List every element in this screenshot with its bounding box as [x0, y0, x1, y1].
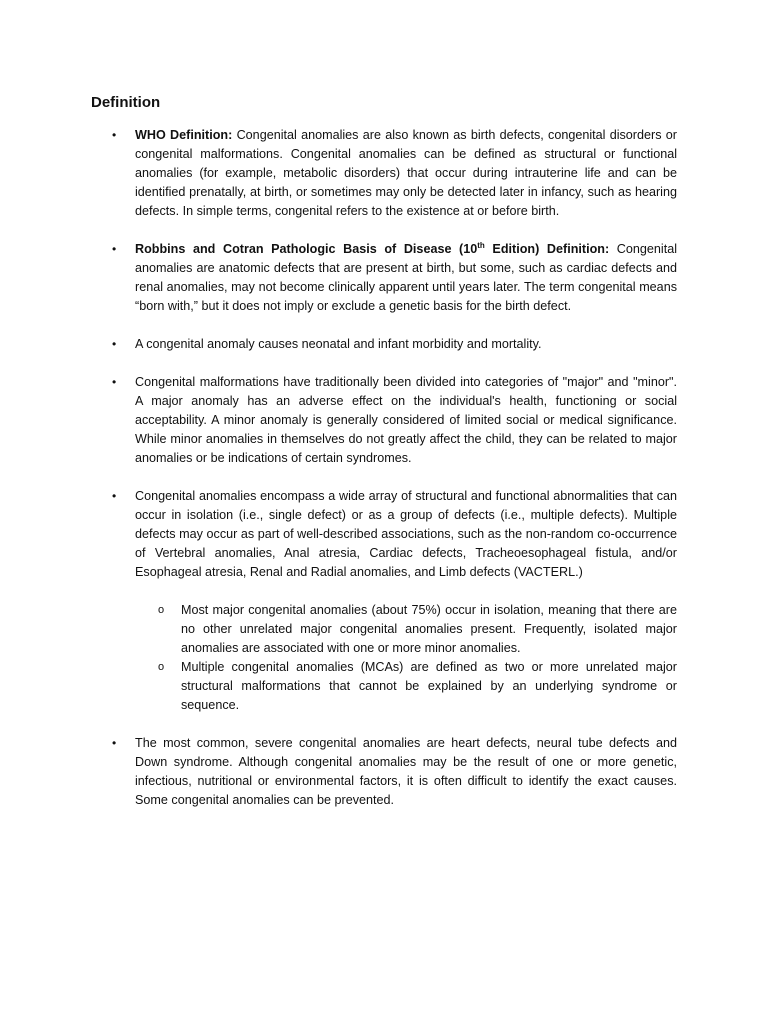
list-item-major-minor: [0, 373, 677, 468]
item-lead: [135, 242, 609, 256]
sub-list: [135, 601, 677, 715]
sub-item-text: Most major congenital anomalies (about 75%) occur in isolation, meaning that there are no other unrelated major congenital anomalies present. Frequently, isolated major anomalies are associated with one or more minor anomalies.: [181, 603, 677, 655]
item-lead: WHO Definition:: [135, 128, 233, 142]
item-lead-pre: Robbins and Cotran Pathologic Basis of Disease (10: [135, 242, 478, 256]
list-item-morbidity: [0, 335, 677, 354]
bullet-icon: •: [112, 337, 117, 351]
list-item-structural-functional: [0, 487, 677, 715]
item-lead-superscript: th: [477, 240, 485, 250]
sub-list-item-isolated: [135, 601, 677, 658]
bullet-icon: •: [112, 489, 117, 503]
list-item-who-definition: [0, 126, 677, 221]
bullet-icon: •: [112, 242, 117, 256]
item-text: Congenital anomalies encompass a wide array of structural and functional abnormalities that can occur in isolation (i.e., single defect) or as a group of defects (i.e., multiple defects). Multiple defects may occur as part of well-described associations, such as the non-random co-occurrence of Vertebral anomalies, Anal atresia, Cardiac defects, Tracheoesophageal fistula, and/or Esophageal atresia, Renal and Radial anomalies, and Limb defects (VACTERL.): [135, 489, 677, 579]
page-heading: Definition: [91, 94, 161, 111]
item-text: Congenital malformations have traditionally been divided into categories of "major" and "minor". A major anomaly has an adverse effect on the individual's health, functioning or social acceptability. A minor anomaly is generally considered of limited social or medical significance. While minor anomalies in themselves do not greatly affect the child, they can be related to major anomalies or be indications of certain syndromes.: [135, 375, 677, 465]
item-text: Congenital anomalies are anatomic defects that are present at birth, but some, such as cardiac defects and renal anomalies, may not become clinically apparent until years later. The term congenital means “born with,” but it does not imply or exclude a genetic basis for the birth defect.: [135, 242, 677, 313]
item-lead-post: Edition) Definition:: [484, 242, 610, 256]
item-text: A congenital anomaly causes neonatal and infant morbidity and mortality.: [135, 337, 542, 351]
sub-bullet-icon: o: [158, 604, 165, 616]
bullet-icon: •: [112, 736, 117, 750]
sub-list-item-multiple: [135, 658, 677, 715]
bullet-icon: •: [112, 375, 117, 389]
list-item-robbins-definition: [0, 240, 677, 316]
bullet-icon: •: [112, 128, 117, 142]
item-text: The most common, severe congenital anomalies are heart defects, neural tube defects and Down syndrome. Although congenital anomalies may be the result of one or more genetic, infectious, nutritional or environmental factors, it is often difficult to identify the exact causes. Some congenital anomalies can be prevented.: [135, 736, 677, 807]
list-item-most-common: [0, 734, 677, 810]
item-text: Congenital anomalies are also known as birth defects, congenital disorders or congenital malformations. Congenital anomalies can be defined as structural or functional anomalies (for example, metabolic disorders) that occur during intrauterine life and can be identified prenatally, at birth, or sometimes may only be detected later in infancy, such as hearing defects. In simple terms, congenital refers to the existence at or before birth.: [135, 128, 677, 218]
definition-list: [0, 126, 768, 829]
sub-item-text: Multiple congenital anomalies (MCAs) are defined as two or more unrelated major structural malformations that cannot be explained by an underlying syndrome or sequence.: [181, 660, 677, 712]
sub-bullet-icon: o: [158, 661, 165, 673]
